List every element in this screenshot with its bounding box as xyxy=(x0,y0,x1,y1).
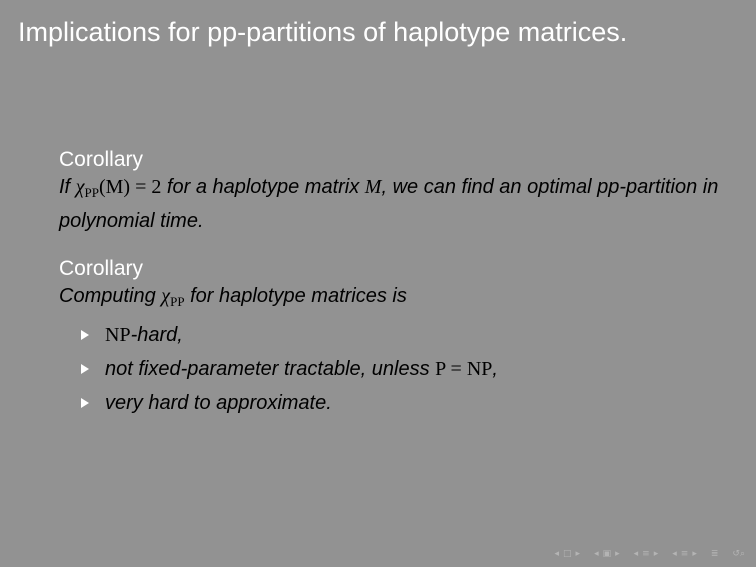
math-variable: M xyxy=(364,176,382,198)
bullet-triangle-icon xyxy=(81,398,89,408)
list-item xyxy=(59,318,719,352)
math-expression: NP xyxy=(105,324,131,346)
math-subscript: PP xyxy=(170,294,185,309)
bullet-list xyxy=(59,318,719,420)
math-subscript: PP xyxy=(84,185,99,200)
nav-left-arrow-icon[interactable]: ◂ xyxy=(633,549,639,559)
nav-right-arrow-icon[interactable]: ▸ xyxy=(575,549,581,559)
bullet-text: -hard, xyxy=(130,324,183,346)
math-expression: (M) = 2 xyxy=(98,176,162,198)
corollary-body xyxy=(59,282,719,316)
math-chi: χ xyxy=(75,176,85,198)
nav-left-arrow-icon[interactable]: ◂ xyxy=(554,549,560,559)
corollary-block-1 xyxy=(59,147,719,236)
navigation-bar xyxy=(553,549,746,559)
corollary-block-2 xyxy=(59,256,719,420)
nav-frame-icon[interactable]: □ xyxy=(563,549,572,559)
nav-search-icon[interactable]: ↺⌕ xyxy=(732,549,745,559)
nav-section-icon[interactable]: ≡ xyxy=(642,549,650,559)
nav-right-arrow-icon[interactable]: ▸ xyxy=(692,549,697,559)
bullet-triangle-icon xyxy=(81,364,89,374)
bullet-text: not fixed-parameter tractable, unless xyxy=(105,358,436,380)
bullet-text: , xyxy=(492,358,498,380)
nav-right-arrow-icon[interactable]: ▸ xyxy=(615,549,620,559)
corollary-text: Computing xyxy=(59,285,162,307)
corollary-title: Corollary xyxy=(59,148,144,171)
corollary-title: Corollary xyxy=(59,257,144,280)
corollary-text: , we can find an optimal pp-partition in polynomial time. xyxy=(59,176,719,232)
frame-title: Implications for pp-partitions of haplotype matrices. xyxy=(18,17,628,47)
corollary-text: for a haplotype matrix xyxy=(161,176,365,198)
nav-left-arrow-icon[interactable]: ◂ xyxy=(594,549,599,559)
math-chi: χ xyxy=(161,285,171,307)
bullet-triangle-icon xyxy=(81,330,89,340)
list-item xyxy=(59,386,719,420)
bullet-text: very hard to approximate. xyxy=(105,392,332,414)
corollary-text: If xyxy=(59,176,71,198)
nav-subsection-icon[interactable]: ▣ xyxy=(602,549,612,559)
nav-right-arrow-icon[interactable]: ▸ xyxy=(653,549,659,559)
corollary-body xyxy=(59,173,719,236)
nav-appendix-icon[interactable]: ≣ xyxy=(710,549,719,559)
list-item xyxy=(59,352,719,386)
nav-presentation-icon[interactable]: ≡ xyxy=(680,549,689,559)
corollary-text: for haplotype matrices is xyxy=(184,285,407,307)
math-expression: P = NP xyxy=(435,358,493,380)
nav-left-arrow-icon[interactable]: ◂ xyxy=(672,549,677,559)
